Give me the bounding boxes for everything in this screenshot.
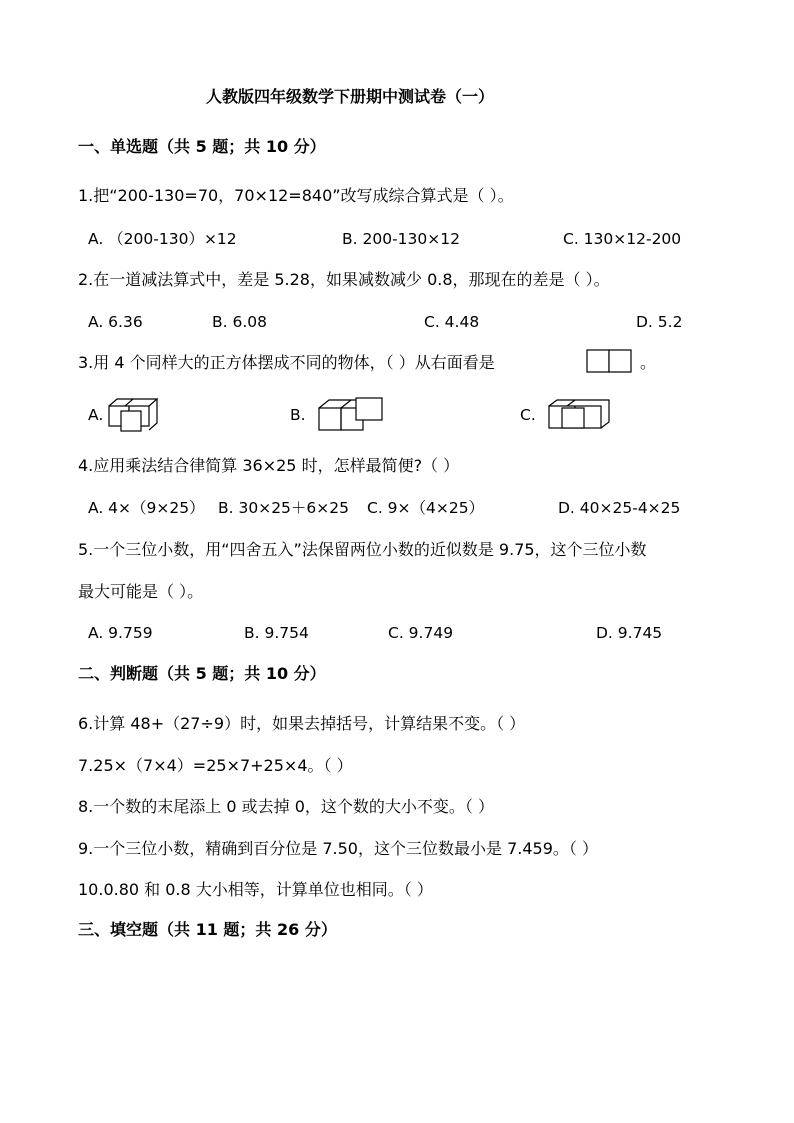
question-8: 8.一个数的末尾添上 0 或去掉 0，这个数的大小不变。（ ） (78, 797, 494, 816)
question-4-option-c: C. 9×（4×25） (367, 499, 485, 517)
question-4-option-d: D. 40×25-4×25 (558, 499, 681, 517)
right-view-two-squares-figure (586, 349, 634, 375)
cube-arrangement-c-figure (548, 398, 618, 432)
question-4-option-a: A. 4×（9×25） (88, 499, 205, 517)
question-3-stem: 3.用 4 个同样大的正方体摆成不同的物体，（ ）从右面看是 (78, 353, 495, 372)
question-2-option-d: D. 5.2 (636, 313, 683, 331)
question-5-option-a: A. 9.759 (88, 624, 153, 642)
cube-arrangement-b-figure (318, 394, 390, 434)
question-10: 10.0.80 和 0.8 大小相等，计算单位也相同。（ ） (78, 880, 433, 899)
question-5-option-b: B. 9.754 (244, 624, 309, 642)
question-4-stem: 4.应用乘法结合律简算 36×25 时，怎样最简便?（ ） (78, 456, 460, 475)
question-1-option-a: A. （200-130）×12 (88, 230, 237, 248)
question-2-stem: 2.在一道减法算式中，差是 5.28，如果减数减少 0.8，那现在的差是（ ）。 (78, 270, 610, 289)
question-1-option-b: B. 200-130×12 (342, 230, 460, 248)
question-5-stem-line-2: 最大可能是（ ）。 (78, 582, 204, 601)
section-heading-fill-blank: 三、填空题（共 11 题；共 26 分） (78, 920, 337, 939)
question-1-stem: 1.把“200-130=70，70×12=840”改写成综合算式是（ ）。 (78, 186, 514, 205)
question-3-option-a: A. (88, 406, 104, 424)
question-2-option-c: C. 4.48 (424, 313, 480, 331)
question-3-stem-end: 。 (640, 353, 657, 372)
question-2-option-a: A. 6.36 (88, 313, 143, 331)
question-2-option-b: B. 6.08 (212, 313, 267, 331)
cube-arrangement-a-figure (108, 396, 168, 438)
question-6: 6.计算 48+（27÷9）时，如果去掉括号，计算结果不变。（ ） (78, 714, 526, 733)
page-title: 人教版四年级数学下册期中测试卷（一） (206, 87, 495, 106)
question-3-option-b: B. (290, 406, 306, 424)
question-7: 7.25×（7×4）=25×7+25×4。（ ） (78, 756, 353, 775)
question-3-option-c: C. (520, 406, 536, 424)
section-heading-single-choice: 一、单选题（共 5 题；共 10 分） (78, 137, 326, 156)
question-5-option-c: C. 9.749 (388, 624, 454, 642)
section-heading-true-false: 二、判断题（共 5 题；共 10 分） (78, 664, 326, 683)
question-5-option-d: D. 9.745 (596, 624, 663, 642)
question-1-option-c: C. 130×12-200 (563, 230, 682, 248)
question-9: 9.一个三位小数，精确到百分位是 7.50，这个三位数最小是 7.459。（ ） (78, 839, 598, 858)
question-5-stem-line-1: 5.一个三位小数，用“四舍五入”法保留两位小数的近似数是 9.75，这个三位小数 (78, 540, 647, 559)
question-4-option-b: B. 30×25＋6×25 (218, 499, 349, 517)
